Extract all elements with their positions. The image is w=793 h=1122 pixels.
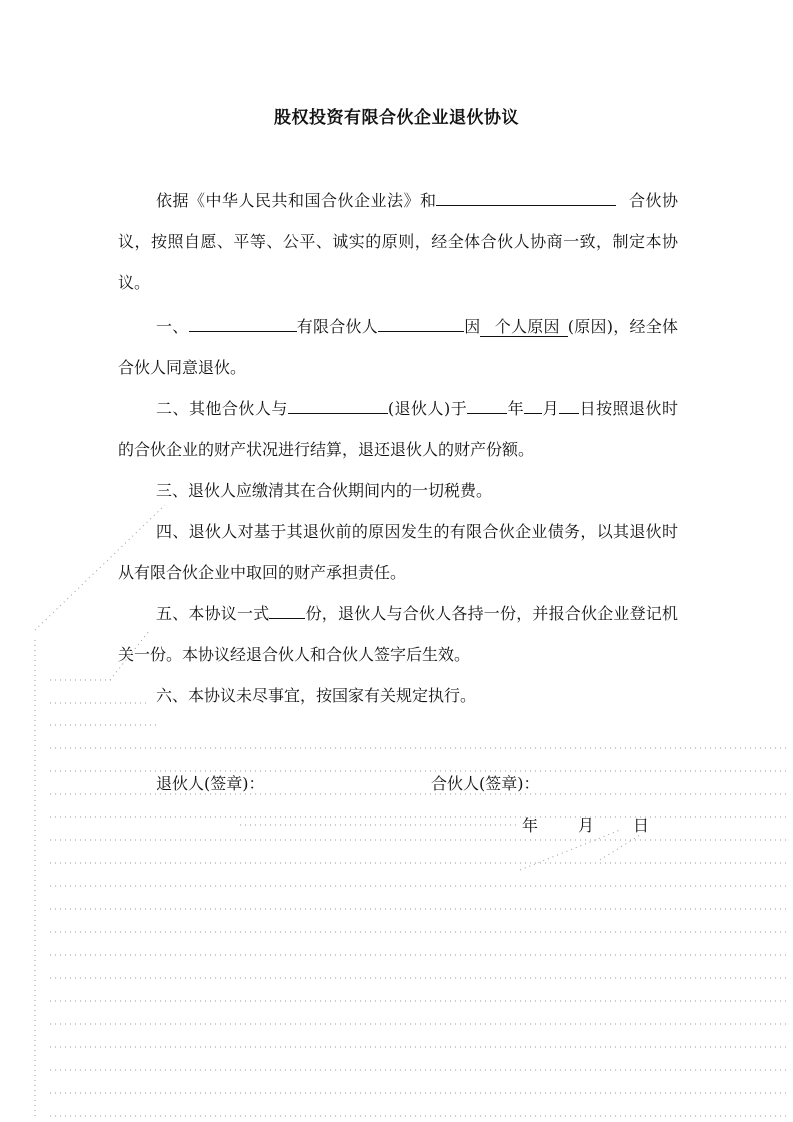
copies-blank[interactable]	[269, 618, 305, 619]
limited-partner-blank[interactable]	[378, 331, 464, 332]
clause-5-text-2: 份，退伙人与合伙人各持一份，并报合伙企业登记机关一份。本协议经退合伙人和合伙人签字后生效。	[118, 604, 678, 664]
clause-3: 三、退伙人应缴清其在合伙期间内的一切税费。	[156, 481, 493, 500]
clause-2	[118, 388, 678, 470]
clause-1-number: 一、	[156, 317, 189, 336]
withdrawing-partner-blank[interactable]	[288, 413, 388, 414]
clause-1-text-3: (原因)，经全体合伙人同意退伙。	[118, 317, 678, 377]
clause-5	[118, 593, 678, 675]
signature-year-label: 年	[522, 816, 539, 835]
intro-text-2: 合伙协议，按照自愿、平等、公平、诚实的原则，经全体合伙人协商一致，制定本协议。	[118, 191, 678, 292]
agreement-name-blank[interactable]	[436, 205, 616, 206]
month-blank[interactable]	[524, 413, 542, 414]
partner-name-blank[interactable]	[189, 331, 297, 332]
clause-2-text-1: 二、其他合伙人与	[156, 399, 288, 418]
signature-day-label: 日	[633, 816, 650, 835]
intro-text-1: 依据《中华人民共和国合伙企业法》和	[156, 191, 437, 210]
document-title: 股权投资有限合伙企业退伙协议	[274, 108, 519, 128]
clause-4: 四、退伙人对基于其退伙前的原因发生的有限合伙企业债务，以其退伙时从有限合伙企业中取回的财产承担责任。	[118, 522, 678, 582]
clause-1-text-1: 有限合伙人	[296, 317, 378, 336]
clause-6: 六、本协议未尽事宜，按国家有关规定执行。	[156, 686, 477, 705]
clause-2-text-2: (退伙人)于	[387, 399, 468, 418]
partner-signature-label: 合伙人(签章)：	[431, 774, 540, 793]
clause-1	[118, 306, 678, 388]
intro-paragraph	[118, 180, 678, 303]
reason-value[interactable]: 个人原因	[480, 317, 567, 337]
year-blank[interactable]	[467, 413, 507, 414]
clause-2-month: 月	[542, 399, 560, 418]
clause-2-year: 年	[507, 399, 525, 418]
day-blank[interactable]	[559, 413, 579, 414]
withdrawing-partner-signature-label: 退伙人(签章)：	[156, 774, 265, 793]
clause-1-text-2: 因	[463, 317, 481, 336]
signature-month-label: 月	[578, 816, 595, 835]
clause-5-text-1: 五、本协议一式	[156, 604, 270, 623]
clause-2-text-3: 日按照退伙时的合伙企业的财产状况进行结算，退还退伙人的财产份额。	[118, 399, 678, 459]
